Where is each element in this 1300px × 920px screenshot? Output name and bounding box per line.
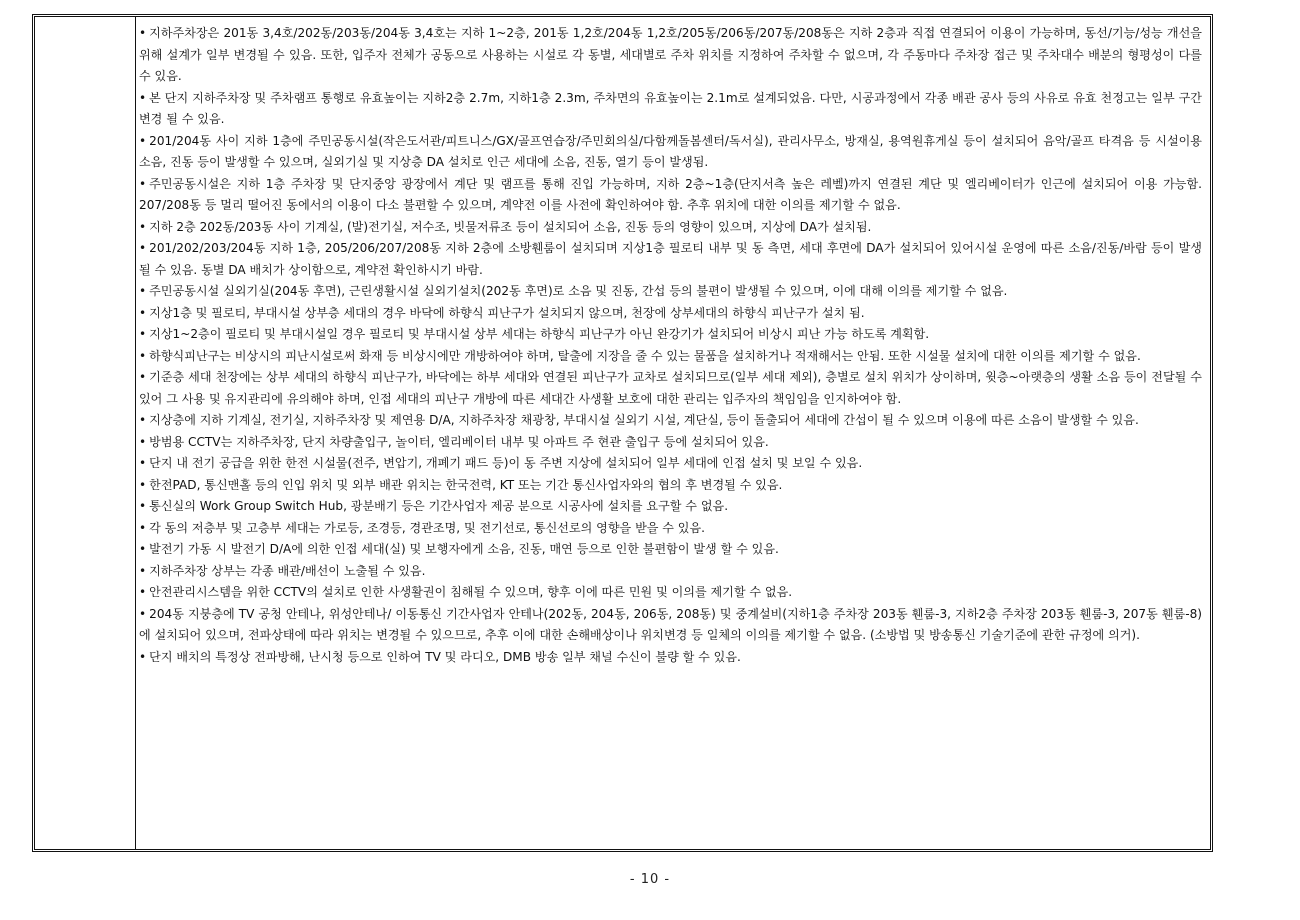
notice-item-text: 지하 2층 202동/203동 사이 기계실, (발)전기실, 저수조, 빗물저류조 등이 설치되어 소음, 진동 등의 영향이 있으며, 지상에 DA가 설치됨. <box>149 219 872 234</box>
notice-item <box>139 582 1202 604</box>
notice-item <box>139 346 1202 368</box>
notice-item <box>139 561 1202 583</box>
notice-item-text: 204동 지붕층에 TV 공청 안테나, 위성안테나/ 이동통신 기간사업자 안테나(202동, 204동, 206동, 208동) 및 중계설비(지하1층 주차장 203동 휀룸-3, 지하2층 주차장 203동 휀룸-3, 207동 휀룸-8)에 설치되어 있으며, 전파상태에 따라 위치는 변경될 수 있으므로, 추후 이에 대한 손해배상이나 위치변경 등 일체의 이의를 제기할 수 없음. (소방법 및 방송통신 기술기준에 관한 규정에 의거). <box>139 606 1202 642</box>
bullet-icon: • <box>139 434 147 449</box>
notice-item-text: 기준층 세대 천장에는 상부 세대의 하향식 피난구가, 바닥에는 하부 세대와 연결된 피난구가 교차로 설치되므로(일부 세대 제외), 층별로 설치 위치가 상이하며, 윗층~아랫층의 생활 소음 등이 전달될 수 있어 그 사용 및 유지관리에 유의해야 하며, 인접 세대의 피난구 개방에 따른 세대간 사생활 보호에 대한 관리는 입주자의 책임임을 인지하여야 함. <box>139 370 1202 406</box>
notice-item-text: 지하주차장 상부는 각종 배관/배선이 노출될 수 있음. <box>149 563 426 578</box>
notice-item-text: 단지 내 전기 공급을 위한 한전 시설물(전주, 변압기, 개폐기 패드 등)이 동 주변 지상에 설치되어 일부 세대에 인접 설치 및 보일 수 있음. <box>149 456 863 470</box>
notice-item <box>139 88 1202 131</box>
bullet-icon: • <box>139 348 147 363</box>
bullet-icon: • <box>139 241 147 255</box>
bullet-icon: • <box>139 520 147 535</box>
notice-item <box>139 174 1202 217</box>
notice-item-text: 각 동의 저층부 및 고층부 세대는 가로등, 조경등, 경관조명, 및 전기선로, 통신선로의 영향을 받을 수 있음. <box>149 520 706 535</box>
notice-item <box>139 303 1202 325</box>
notice-item <box>139 238 1202 281</box>
notice-item-text: 지하주차장은 201동 3,4호/202동/203동/204동 3,4호는 지하 1~2층, 201동 1,2호/204동 1,2호/205동/206동/207동/208동은 지하 2층과 직접 연결되어 이용이 가능하며, 동선/기능/성능 개선을 위해 설계가 일부 변경될 수 있음. 또한, 입주자 전체가 공동으로 사용하는 시설로 각 동별, 세대별로 주차 위치를 지정하여 주차할 수 없으며, 각 주동마다 주차장 접근 및 주차대수 배분의 형평성이 다를 수 있음. <box>139 26 1202 83</box>
notice-item <box>139 604 1202 647</box>
notice-item <box>139 367 1202 410</box>
notice-item <box>139 518 1202 540</box>
notice-item-text: 주민공동시설은 지하 1층 주차장 및 단지중앙 광장에서 계단 및 램프를 통해 진입 가능하며, 지하 2층~1층(단지서측 높은 레벨)까지 연결된 계단 및 엘리베이터가 인근에 설치되어 이용 가능함. 207/208동 등 멀리 떨어진 동에서의 이용이 다소 불편할 수 있으며, 계약전 이를 사전에 확인하여야 함. 추후 위치에 대한 이의를 제기할 수 없음. <box>139 176 1202 212</box>
bullet-icon: • <box>139 542 147 556</box>
page-number: - 10 - <box>629 872 671 887</box>
notice-item <box>139 410 1202 432</box>
notice-item <box>139 475 1202 497</box>
notice-item-text: 지상1층 및 필로티, 부대시설 상부층 세대의 경우 바닥에 하향식 피난구가 설치되지 않으며, 천장에 상부세대의 하향식 피난구가 설치 됨. <box>149 305 865 320</box>
bullet-icon: • <box>139 585 147 599</box>
bullet-icon: • <box>139 477 147 492</box>
notice-item-text: 발전기 가동 시 발전기 D/A에 의한 인접 세대(실) 및 보행자에게 소음, 진동, 매연 등으로 인한 불편함이 발생 할 수 있음. <box>149 542 779 556</box>
notice-item <box>139 23 1202 88</box>
notice-item <box>139 217 1202 239</box>
bullet-icon: • <box>139 176 147 191</box>
notice-item <box>139 131 1202 174</box>
notice-item-text: 단지 배치의 특정상 전파방해, 난시청 등으로 인하여 TV 및 라디오, DMB 방송 일부 채널 수신이 불량 할 수 있음. <box>149 649 741 664</box>
bullet-icon: • <box>139 649 147 664</box>
bullet-icon: • <box>139 284 147 298</box>
notice-item-text: 주민공동시설 실외기실(204동 후면), 근린생활시설 실외기설치(202동 후면)로 소음 및 진동, 간섭 등의 불편이 발생될 수 있으며, 이에 대해 이의를 제기할 수 없음. <box>149 284 1008 298</box>
bullet-icon: • <box>139 327 147 341</box>
bullet-icon: • <box>139 26 147 40</box>
bullet-icon: • <box>139 219 147 234</box>
bullet-icon: • <box>139 606 147 621</box>
notice-item-text: 안전관리시스템을 위한 CCTV의 설치로 인한 사생활권이 침해될 수 있으며, 향후 이에 따른 민원 및 이의를 제기할 수 없음. <box>149 585 793 599</box>
notice-item-text: 하향식피난구는 비상시의 피난시설로써 화재 등 비상시에만 개방하여야 하며, 탈출에 지장을 줄 수 있는 물품을 설치하거나 적재해서는 안됨. 또한 시설물 설치에 대한 이의를 제기할 수 없음. <box>149 348 1141 363</box>
bullet-icon: • <box>139 133 147 148</box>
bullet-icon: • <box>139 456 147 470</box>
notice-item <box>139 453 1202 475</box>
notice-content <box>139 23 1202 849</box>
notice-item-text: 본 단지 지하주차장 및 주차램프 통행로 유효높이는 지하2층 2.7m, 지하1층 2.3m, 주차면의 유효높이는 2.1m로 설계되었음. 다만, 시공과정에서 각종 배관 공사 등의 사유로 유효 천정고는 일부 구간 변경 될 수 있음. <box>139 90 1202 126</box>
notice-item-text: 201/204동 사이 지하 1층에 주민공동시설(작은도서관/피트니스/GX/골프연습장/주민회의실/다함께돌봄센터/독서실), 관리사무소, 방재실, 용역원휴게실 등이 설치되어 음악/골프 타격음 등 시설이용 소음, 진동 등이 발생할 수 있으며, 실외기실 및 지상층 DA 설치로 인근 세대에 소음, 진동, 열기 등이 발생됨. <box>139 133 1202 169</box>
bullet-icon: • <box>139 563 147 578</box>
notice-item <box>139 281 1202 303</box>
notice-table <box>32 14 1213 852</box>
bullet-icon: • <box>139 413 147 427</box>
notice-item-text: 통신실의 Work Group Switch Hub, 광분배기 등은 기간사업자 제공 분으로 시공사에 설치를 요구할 수 없음. <box>149 499 729 513</box>
bullet-icon: • <box>139 370 147 384</box>
notice-item-text: 지상1~2층이 필로티 및 부대시설일 경우 필로티 및 부대시설 상부 세대는 하향식 피난구가 아닌 완강기가 설치되어 비상시 피난 가능 하도록 계획함. <box>149 327 930 341</box>
notice-item-text: 201/202/203/204동 지하 1층, 205/206/207/208동 지하 2층에 소방휀룸이 설치되며 지상1층 필로티 내부 및 동 측면, 세대 후면에 DA가 설치되어 있어시설 운영에 따른 소음/진동/바람 등이 발생될 수 있음. 동별 DA 배치가 상이함으로, 계약전 확인하시기 바람. <box>139 241 1202 277</box>
notice-item <box>139 539 1202 561</box>
notice-item <box>139 647 1202 669</box>
bullet-icon: • <box>139 305 147 320</box>
notice-item <box>139 324 1202 346</box>
table-left-column <box>35 17 136 849</box>
bullet-icon: • <box>139 90 147 105</box>
notice-item <box>139 496 1202 518</box>
notice-item-text: 지상층에 지하 기계실, 전기실, 지하주차장 및 제연용 D/A, 지하주차장 채광창, 부대시설 실외기 시설, 계단실, 등이 돌출되어 세대에 간섭이 될 수 있으며 이용에 따른 소음이 발생할 수 있음. <box>149 413 1139 427</box>
notice-item-text: 한전PAD, 통신맨홀 등의 인입 위치 및 외부 배관 위치는 한국전력, KT 또는 기간 통신사업자와의 협의 후 변경될 수 있음. <box>149 477 783 492</box>
bullet-icon: • <box>139 499 147 513</box>
notice-item <box>139 432 1202 454</box>
notice-item-text: 방범용 CCTV는 지하주차장, 단지 차량출입구, 놀이터, 엘리베이터 내부 및 아파트 주 현관 출입구 등에 설치되어 있음. <box>149 434 769 449</box>
